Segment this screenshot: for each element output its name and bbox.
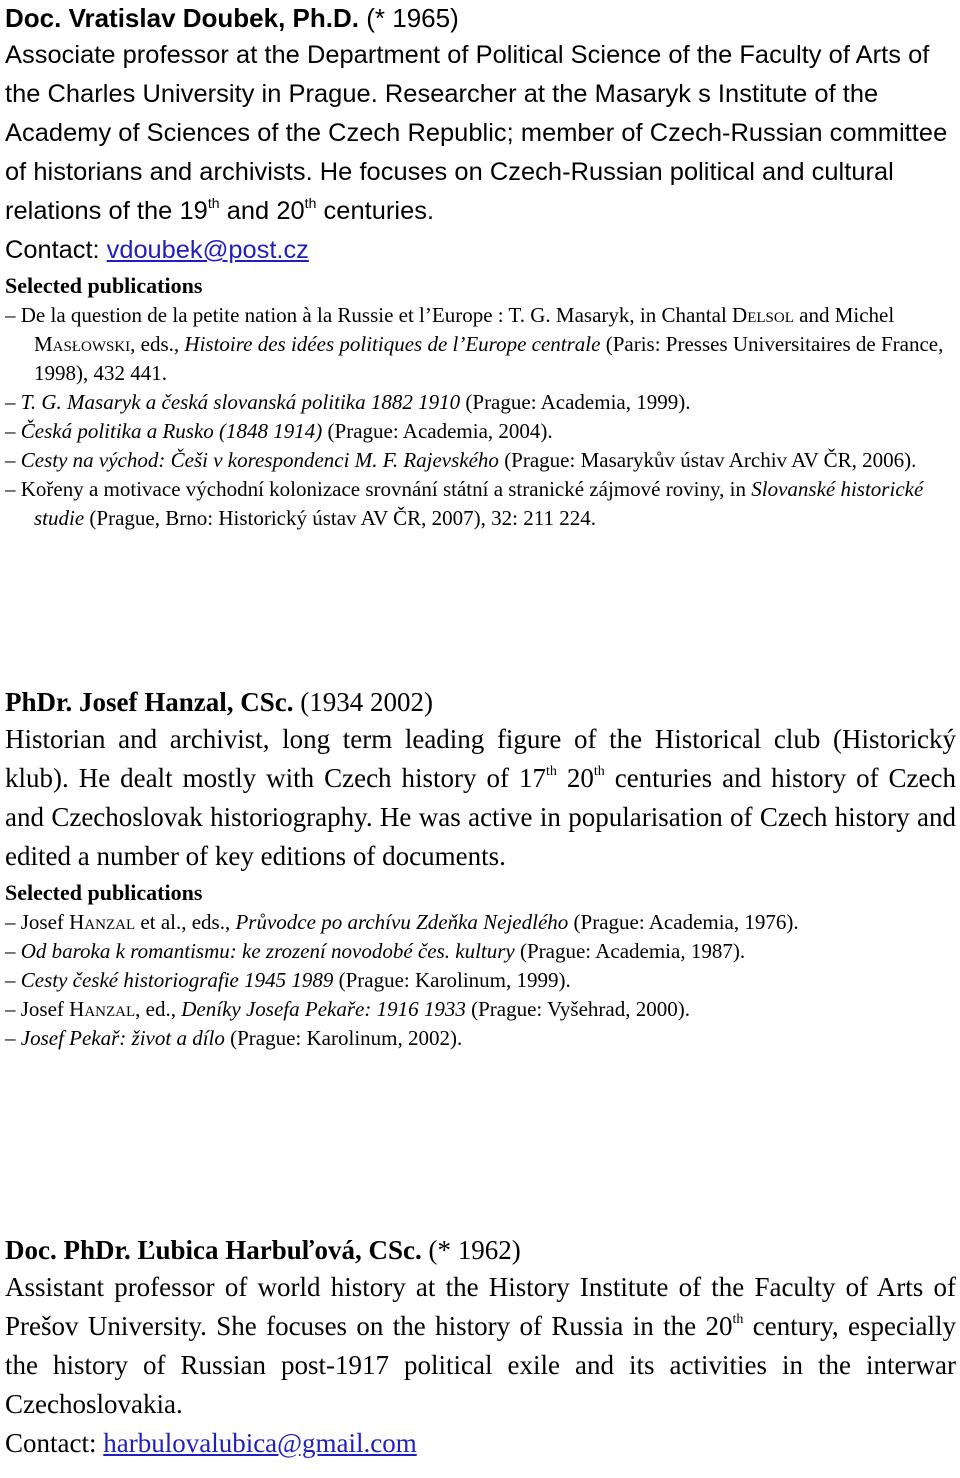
- superscript: th: [732, 1312, 744, 1327]
- superscript: th: [304, 194, 317, 211]
- contact-email-link[interactable]: harbulovalubica@gmail.com: [103, 1428, 417, 1458]
- bio-text: centuries and history of Czech and Czechoslovak historiography. He was active in popularisation of Czech history and edited a number of key editions of documents.: [5, 763, 957, 871]
- bio-text: Associate professor at the Department of Political Science of the Faculty of Arts of the Charles University in Prague. Researcher at the Masaryk s Institute of the Academy of Sciences of the Czech Republic; member of Czech-Russian committee of historians and archivists. He focuses on Czech-Russian political and cultural relations of the 19: [5, 41, 948, 225]
- bio-text: 20: [556, 763, 594, 793]
- contact-line: [5, 1424, 956, 1462]
- person-name: Doc. PhDr. Ľubica Harbuľová, CSc.: [5, 1235, 422, 1265]
- entry-doubek: [5, 0, 956, 533]
- publications-heading: Selected publications: [5, 273, 203, 298]
- entry-heading: [5, 1232, 956, 1268]
- person-name: PhDr. Josef Hanzal, CSc.: [5, 687, 294, 717]
- superscript: th: [545, 764, 557, 779]
- bio-text: Assistant professor of world history at the History Institute of the Faculty of Arts of Prešov University. She focuses on the history of Russia in the 20: [5, 1272, 956, 1341]
- bio-text: and 20: [219, 197, 305, 225]
- entry-harbulova: [5, 1232, 956, 1462]
- publication-item: – Kořeny a motivace východní kolonizace srovnání státní a stranické zájmové roviny, in Slovanské historické studie (Prague, Brno: Historický ústav AV ČR, 2007), 32: 211 224.: [5, 477, 924, 530]
- publication-item: – Cesty české historiografie 1945 1989 (Prague: Karolinum, 1999).: [5, 968, 571, 992]
- publication-list: [5, 908, 956, 1053]
- contact-label: Contact:: [5, 1428, 104, 1458]
- bio-text: century, especially the history of Russian post-1917 political exile and its activities in the interwar Czechoslovakia.: [5, 1311, 956, 1419]
- bio-paragraph: [5, 1268, 956, 1424]
- publication-item: – Josef Hanzal et al., eds., Průvodce po archívu Zdeňka Nejedlého (Prague: Academia, 1976).: [5, 910, 799, 934]
- contact-email-link[interactable]: vdoubek@post.cz: [106, 236, 309, 264]
- publication-item: – Josef Hanzal, ed., Deníky Josefa Pekaře: 1916 1933 (Prague: Vyšehrad, 2000).: [5, 997, 690, 1021]
- superscript: th: [207, 194, 220, 211]
- publication-item: – Od baroka k romantismu: ke zrození novodobé čes. kultury (Prague: Academia, 1987).: [5, 939, 746, 963]
- publication-item: – De la question de la petite nation à la Russie et l’Europe : T. G. Masaryk, in Chantal Delsol and Michel Masłowski, eds., Histoire des idées politiques de l’Europe centrale (Paris: Presses Universitaires de France, 1998), 432 441.: [5, 303, 944, 385]
- bio-paragraph: [5, 720, 956, 876]
- publication-item: – Česká politika a Rusko (1848 1914) (Prague: Academia, 2004).: [5, 419, 553, 443]
- publication-list: [5, 301, 956, 533]
- entry-heading: [5, 0, 956, 36]
- person-name: Doc. Vratislav Doubek, Ph.D.: [5, 3, 359, 33]
- person-dates: (1934 2002): [300, 687, 433, 717]
- publication-item: – Josef Pekař: život a dílo (Prague: Karolinum, 2002).: [5, 1026, 463, 1050]
- bio-paragraph: [5, 36, 956, 231]
- entry-heading: [5, 684, 956, 720]
- superscript: th: [593, 764, 605, 779]
- person-dates: (* 1962): [428, 1235, 521, 1265]
- entry-hanzal: [5, 684, 956, 1053]
- publications-heading: Selected publications: [5, 880, 203, 905]
- bio-text: centuries.: [316, 197, 435, 225]
- bio-text: Historian and archivist, long term leading figure of the Historical club (Historický klub). He dealt mostly with Czech history of 17: [5, 724, 956, 793]
- publication-item: – Cesty na východ: Češi v korespondenci M. F. Rajevského (Prague: Masarykův ústav Archiv AV ČR, 2006).: [5, 448, 917, 472]
- contact-label: Contact:: [5, 236, 107, 264]
- publication-item: – T. G. Masaryk a česká slovanská politika 1882 1910 (Prague: Academia, 1999).: [5, 390, 691, 414]
- contact-line: [5, 231, 956, 269]
- person-dates: (* 1965): [366, 3, 459, 33]
